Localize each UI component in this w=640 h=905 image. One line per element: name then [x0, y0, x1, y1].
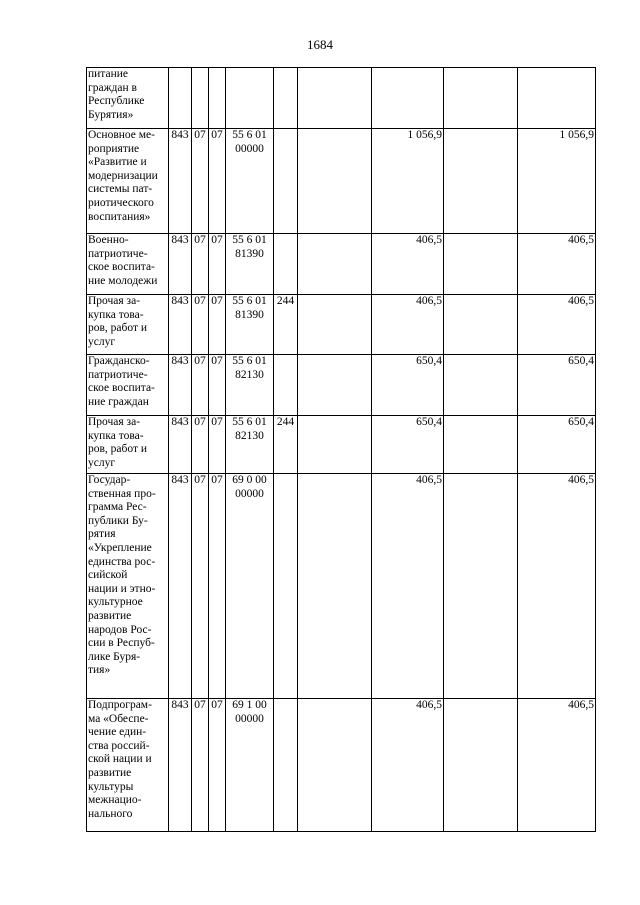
amount-cell-1: 650,4 — [372, 355, 444, 416]
row-name-cell: Государ- ственная про- грамма Рес- публики Бу- рятия «Укрепление единства рос- сийской нации и этно- культурное развитие народов Рос- сии в Респуб- лике Буря- тия» — [87, 474, 169, 699]
table-row — [87, 68, 596, 129]
empty-cell — [298, 416, 372, 474]
page-number: 1684 — [307, 37, 333, 52]
row-name-cell: Военно- патриотиче- ское воспита- ние молодежи — [87, 234, 169, 295]
target-article-cell — [226, 68, 274, 129]
subsection-code-cell: 07 — [209, 699, 226, 832]
empty-cell — [298, 474, 372, 699]
table-row — [87, 234, 596, 295]
subsection-code-cell: 07 — [209, 355, 226, 416]
row-name-cell: Прочая за- купка това- ров, работ и услуг — [87, 295, 169, 355]
subsection-code-cell: 07 — [209, 129, 226, 234]
table-row — [87, 474, 596, 699]
grbs-code-cell: 843 — [169, 129, 192, 234]
section-code-cell: 07 — [192, 416, 209, 474]
grbs-code-cell: 843 — [169, 234, 192, 295]
amount-cell-2: 406,5 — [518, 295, 596, 355]
empty-cell — [444, 355, 518, 416]
amount-cell-1 — [372, 68, 444, 129]
table-row — [87, 416, 596, 474]
empty-cell — [444, 416, 518, 474]
subsection-code-cell — [209, 68, 226, 129]
empty-cell — [298, 295, 372, 355]
amount-cell-1: 406,5 — [372, 699, 444, 832]
expense-type-cell — [274, 129, 298, 234]
empty-cell — [444, 699, 518, 832]
grbs-code-cell: 843 — [169, 416, 192, 474]
table-row — [87, 295, 596, 355]
grbs-code-cell: 843 — [169, 474, 192, 699]
grbs-code-cell: 843 — [169, 699, 192, 832]
budget-table — [86, 67, 596, 832]
empty-cell — [298, 68, 372, 129]
section-code-cell: 07 — [192, 129, 209, 234]
subsection-code-cell: 07 — [209, 295, 226, 355]
amount-cell-1: 406,5 — [372, 295, 444, 355]
expense-type-cell — [274, 234, 298, 295]
expense-type-cell — [274, 68, 298, 129]
amount-cell-2: 1 056,9 — [518, 129, 596, 234]
subsection-code-cell: 07 — [209, 234, 226, 295]
subsection-code-cell: 07 — [209, 416, 226, 474]
empty-cell — [444, 474, 518, 699]
grbs-code-cell: 843 — [169, 355, 192, 416]
amount-cell-1: 406,5 — [372, 234, 444, 295]
empty-cell — [298, 699, 372, 832]
empty-cell — [298, 234, 372, 295]
amount-cell-2: 406,5 — [518, 699, 596, 832]
row-name-cell: Основное ме- роприятие «Развитие и модернизации системы пат- риотического воспитания» — [87, 129, 169, 234]
row-name-cell: Гражданско- патриотиче- ское воспита- ние граждан — [87, 355, 169, 416]
expense-type-cell — [274, 355, 298, 416]
amount-cell-2: 406,5 — [518, 474, 596, 699]
expense-type-cell: 244 — [274, 416, 298, 474]
row-name-cell: питание граждан в Республике Бурятия» — [87, 68, 169, 129]
target-article-cell: 55 6 01 82130 — [226, 355, 274, 416]
expense-type-cell: 244 — [274, 295, 298, 355]
table-row — [87, 129, 596, 234]
section-code-cell — [192, 68, 209, 129]
empty-cell — [444, 68, 518, 129]
expense-type-cell — [274, 474, 298, 699]
target-article-cell: 55 6 01 81390 — [226, 295, 274, 355]
grbs-code-cell: 843 — [169, 295, 192, 355]
target-article-cell: 69 0 00 00000 — [226, 474, 274, 699]
amount-cell-2: 650,4 — [518, 355, 596, 416]
empty-cell — [298, 129, 372, 234]
table-row — [87, 699, 596, 832]
subsection-code-cell: 07 — [209, 474, 226, 699]
expense-type-cell — [274, 699, 298, 832]
target-article-cell: 69 1 00 00000 — [226, 699, 274, 832]
row-name-cell: Подпрограм- ма «Обеспе- чение един- ства россий- ской нации и развитие культуры межнацио- нального — [87, 699, 169, 832]
table-row — [87, 355, 596, 416]
section-code-cell: 07 — [192, 699, 209, 832]
target-article-cell: 55 6 01 81390 — [226, 234, 274, 295]
table-body — [87, 68, 596, 832]
section-code-cell: 07 — [192, 234, 209, 295]
amount-cell-2: 406,5 — [518, 234, 596, 295]
empty-cell — [298, 355, 372, 416]
empty-cell — [444, 129, 518, 234]
target-article-cell: 55 6 01 82130 — [226, 416, 274, 474]
amount-cell-1: 650,4 — [372, 416, 444, 474]
grbs-code-cell — [169, 68, 192, 129]
amount-cell-2: 650,4 — [518, 416, 596, 474]
row-name-cell: Прочая за- купка това- ров, работ и услуг — [87, 416, 169, 474]
section-code-cell: 07 — [192, 474, 209, 699]
amount-cell-1: 1 056,9 — [372, 129, 444, 234]
amount-cell-1: 406,5 — [372, 474, 444, 699]
section-code-cell: 07 — [192, 355, 209, 416]
target-article-cell: 55 6 01 00000 — [226, 129, 274, 234]
section-code-cell: 07 — [192, 295, 209, 355]
empty-cell — [444, 234, 518, 295]
empty-cell — [444, 295, 518, 355]
amount-cell-2 — [518, 68, 596, 129]
